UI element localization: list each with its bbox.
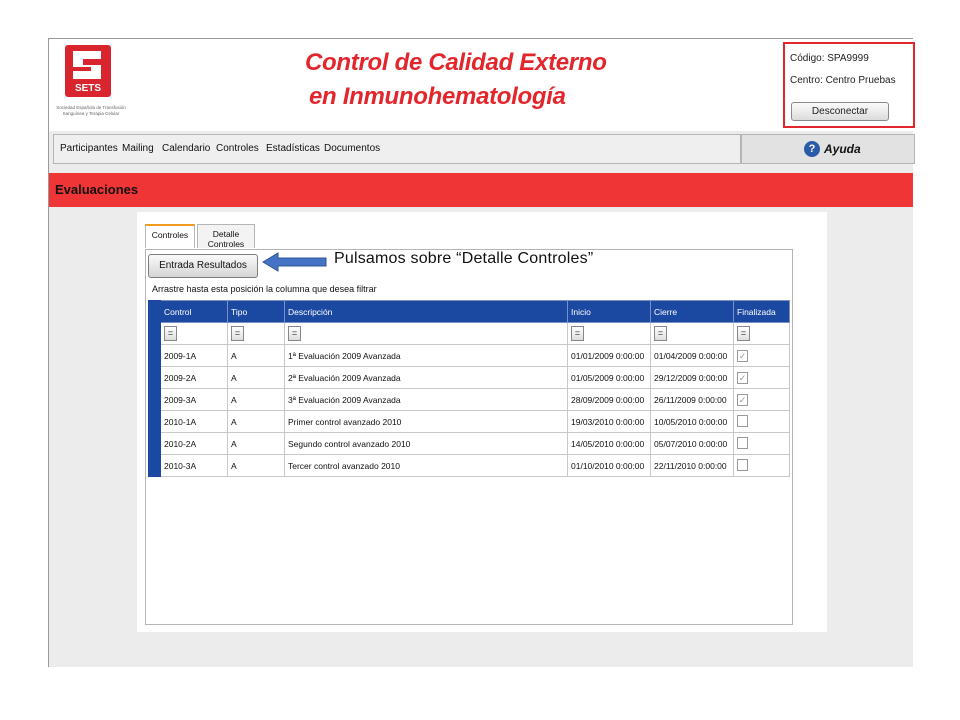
cell-control: 2010-3A bbox=[161, 455, 228, 477]
filter-cell-finalizada bbox=[734, 323, 790, 345]
cell-finalizada bbox=[734, 433, 790, 455]
cell-descripcion: Primer control avanzado 2010 bbox=[285, 411, 568, 433]
menu-item-estadisticas[interactable]: Estadísticas bbox=[266, 143, 320, 154]
cell-control: 2010-2A bbox=[161, 433, 228, 455]
filter-button-inicio[interactable]: = bbox=[571, 326, 584, 341]
cell-cierre: 01/04/2009 0:00:00 bbox=[651, 345, 734, 367]
filter-button-cierre[interactable]: = bbox=[654, 326, 667, 341]
cell-cierre: 10/05/2010 0:00:00 bbox=[651, 411, 734, 433]
cell-tipo: A bbox=[228, 411, 285, 433]
table-row[interactable] bbox=[149, 411, 790, 433]
finalizada-checkbox bbox=[737, 415, 748, 427]
cell-descripcion: Segundo control avanzado 2010 bbox=[285, 433, 568, 455]
cell-inicio: 01/01/2009 0:00:00 bbox=[568, 345, 651, 367]
cell-descripcion: 3ª Evaluación 2009 Avanzada bbox=[285, 389, 568, 411]
cell-cierre: 29/12/2009 0:00:00 bbox=[651, 367, 734, 389]
filter-row bbox=[149, 323, 790, 345]
cell-inicio: 28/09/2009 0:00:00 bbox=[568, 389, 651, 411]
menu-item-documentos[interactable]: Documentos bbox=[324, 143, 381, 154]
menu-item-mailing[interactable]: Mailing bbox=[122, 143, 154, 154]
tab-content bbox=[145, 249, 793, 625]
menu-item-calendario[interactable]: Calendario bbox=[162, 143, 211, 154]
tab-detalle-controles[interactable]: Detalle Controles bbox=[197, 224, 255, 248]
cell-control: 2009-1A bbox=[161, 345, 228, 367]
filter-cell-cierre bbox=[651, 323, 734, 345]
help-label: Ayuda bbox=[824, 142, 861, 156]
cell-inicio: 01/10/2010 0:00:00 bbox=[568, 455, 651, 477]
main-menu bbox=[53, 134, 741, 164]
cell-inicio: 14/05/2010 0:00:00 bbox=[568, 433, 651, 455]
cell-tipo: A bbox=[228, 367, 285, 389]
logo-acronym: SETS bbox=[74, 83, 102, 94]
row-selector[interactable] bbox=[149, 367, 161, 389]
column-header-inicio[interactable]: Inicio bbox=[568, 301, 651, 323]
cell-finalizada bbox=[734, 345, 790, 367]
help-button[interactable] bbox=[741, 134, 915, 164]
cell-descripcion: Tercer control avanzado 2010 bbox=[285, 455, 568, 477]
cell-cierre: 26/11/2009 0:00:00 bbox=[651, 389, 734, 411]
page-title-line2: en Inmunohematología bbox=[309, 83, 566, 110]
finalizada-checkbox bbox=[737, 437, 748, 449]
cell-inicio: 01/05/2009 0:00:00 bbox=[568, 367, 651, 389]
column-header-tipo[interactable]: Tipo bbox=[228, 301, 285, 323]
table-header-row bbox=[149, 301, 790, 323]
menu-item-controles[interactable]: Controles bbox=[216, 143, 259, 154]
cell-control: 2009-3A bbox=[161, 389, 228, 411]
controls-table bbox=[148, 300, 790, 477]
cell-cierre: 05/07/2010 0:00:00 bbox=[651, 433, 734, 455]
annotation-text: Pulsamos sobre “Detalle Controles” bbox=[334, 250, 594, 267]
cell-inicio: 19/03/2010 0:00:00 bbox=[568, 411, 651, 433]
column-header-descripcion[interactable]: Descripción bbox=[285, 301, 568, 323]
section-title: Evaluaciones bbox=[55, 182, 139, 197]
table-row[interactable] bbox=[149, 433, 790, 455]
row-selector[interactable] bbox=[149, 389, 161, 411]
row-selector[interactable] bbox=[149, 433, 161, 455]
filter-cell-tipo bbox=[228, 323, 285, 345]
table-row[interactable] bbox=[149, 455, 790, 477]
filter-button-finalizada[interactable]: = bbox=[737, 326, 750, 341]
entrada-resultados-button[interactable]: Entrada Resultados bbox=[148, 254, 258, 278]
menu-item-participantes[interactable]: Participantes bbox=[60, 143, 118, 154]
filter-button-tipo[interactable]: = bbox=[231, 326, 244, 341]
row-selector[interactable] bbox=[149, 411, 161, 433]
cell-tipo: A bbox=[228, 345, 285, 367]
column-header-finalizada[interactable]: Finalizada bbox=[734, 301, 790, 323]
user-code: Código: SPA9999 bbox=[790, 53, 869, 64]
filter-button-control[interactable]: = bbox=[164, 326, 177, 341]
cell-tipo: A bbox=[228, 433, 285, 455]
filter-cell-inicio bbox=[568, 323, 651, 345]
logo-caption: Sociedad Española de Transfusión Sanguínea y Terapia Celular bbox=[56, 105, 126, 116]
cell-control: 2010-1A bbox=[161, 411, 228, 433]
cell-control: 2009-2A bbox=[161, 367, 228, 389]
row-selector-header bbox=[149, 301, 161, 323]
row-selector-filter bbox=[149, 323, 161, 345]
finalizada-checkbox: ✓ bbox=[738, 372, 747, 383]
cell-finalizada bbox=[734, 411, 790, 433]
cell-cierre: 22/11/2010 0:00:00 bbox=[651, 455, 734, 477]
tab-controles[interactable]: Controles bbox=[145, 224, 195, 248]
user-panel bbox=[783, 42, 915, 128]
user-center: Centro: Centro Pruebas bbox=[790, 75, 896, 86]
finalizada-checkbox bbox=[737, 459, 748, 471]
filter-cell-control bbox=[161, 323, 228, 345]
table-row[interactable] bbox=[149, 389, 790, 411]
column-header-control[interactable]: Control bbox=[161, 301, 228, 323]
header bbox=[49, 39, 913, 131]
column-header-cierre[interactable]: Cierre bbox=[651, 301, 734, 323]
filter-cell-descripcion bbox=[285, 323, 568, 345]
cell-finalizada bbox=[734, 455, 790, 477]
help-icon: ? bbox=[804, 141, 820, 157]
cell-finalizada bbox=[734, 367, 790, 389]
section-header bbox=[49, 173, 913, 207]
row-selector[interactable] bbox=[149, 345, 161, 367]
annotation-arrow-icon bbox=[262, 252, 328, 272]
cell-tipo: A bbox=[228, 389, 285, 411]
cell-tipo: A bbox=[228, 455, 285, 477]
table-row[interactable] bbox=[149, 345, 790, 367]
cell-finalizada bbox=[734, 389, 790, 411]
group-by-hint: Arrastre hasta esta posición la columna que desea filtrar bbox=[152, 284, 377, 294]
page-title-line1: Control de Calidad Externo bbox=[305, 49, 607, 76]
row-selector[interactable] bbox=[149, 455, 161, 477]
content-panel bbox=[137, 212, 827, 632]
sets-logo bbox=[53, 43, 127, 127]
cell-descripcion: 2ª Evaluación 2009 Avanzada bbox=[285, 367, 568, 389]
cell-descripcion: 1ª Evaluación 2009 Avanzada bbox=[285, 345, 568, 367]
filter-button-descripcion[interactable]: = bbox=[288, 326, 301, 341]
app-window bbox=[48, 38, 913, 667]
logout-button[interactable]: Desconectar bbox=[791, 102, 889, 121]
table-row[interactable] bbox=[149, 367, 790, 389]
finalizada-checkbox: ✓ bbox=[738, 394, 747, 405]
finalizada-checkbox: ✓ bbox=[738, 350, 747, 361]
